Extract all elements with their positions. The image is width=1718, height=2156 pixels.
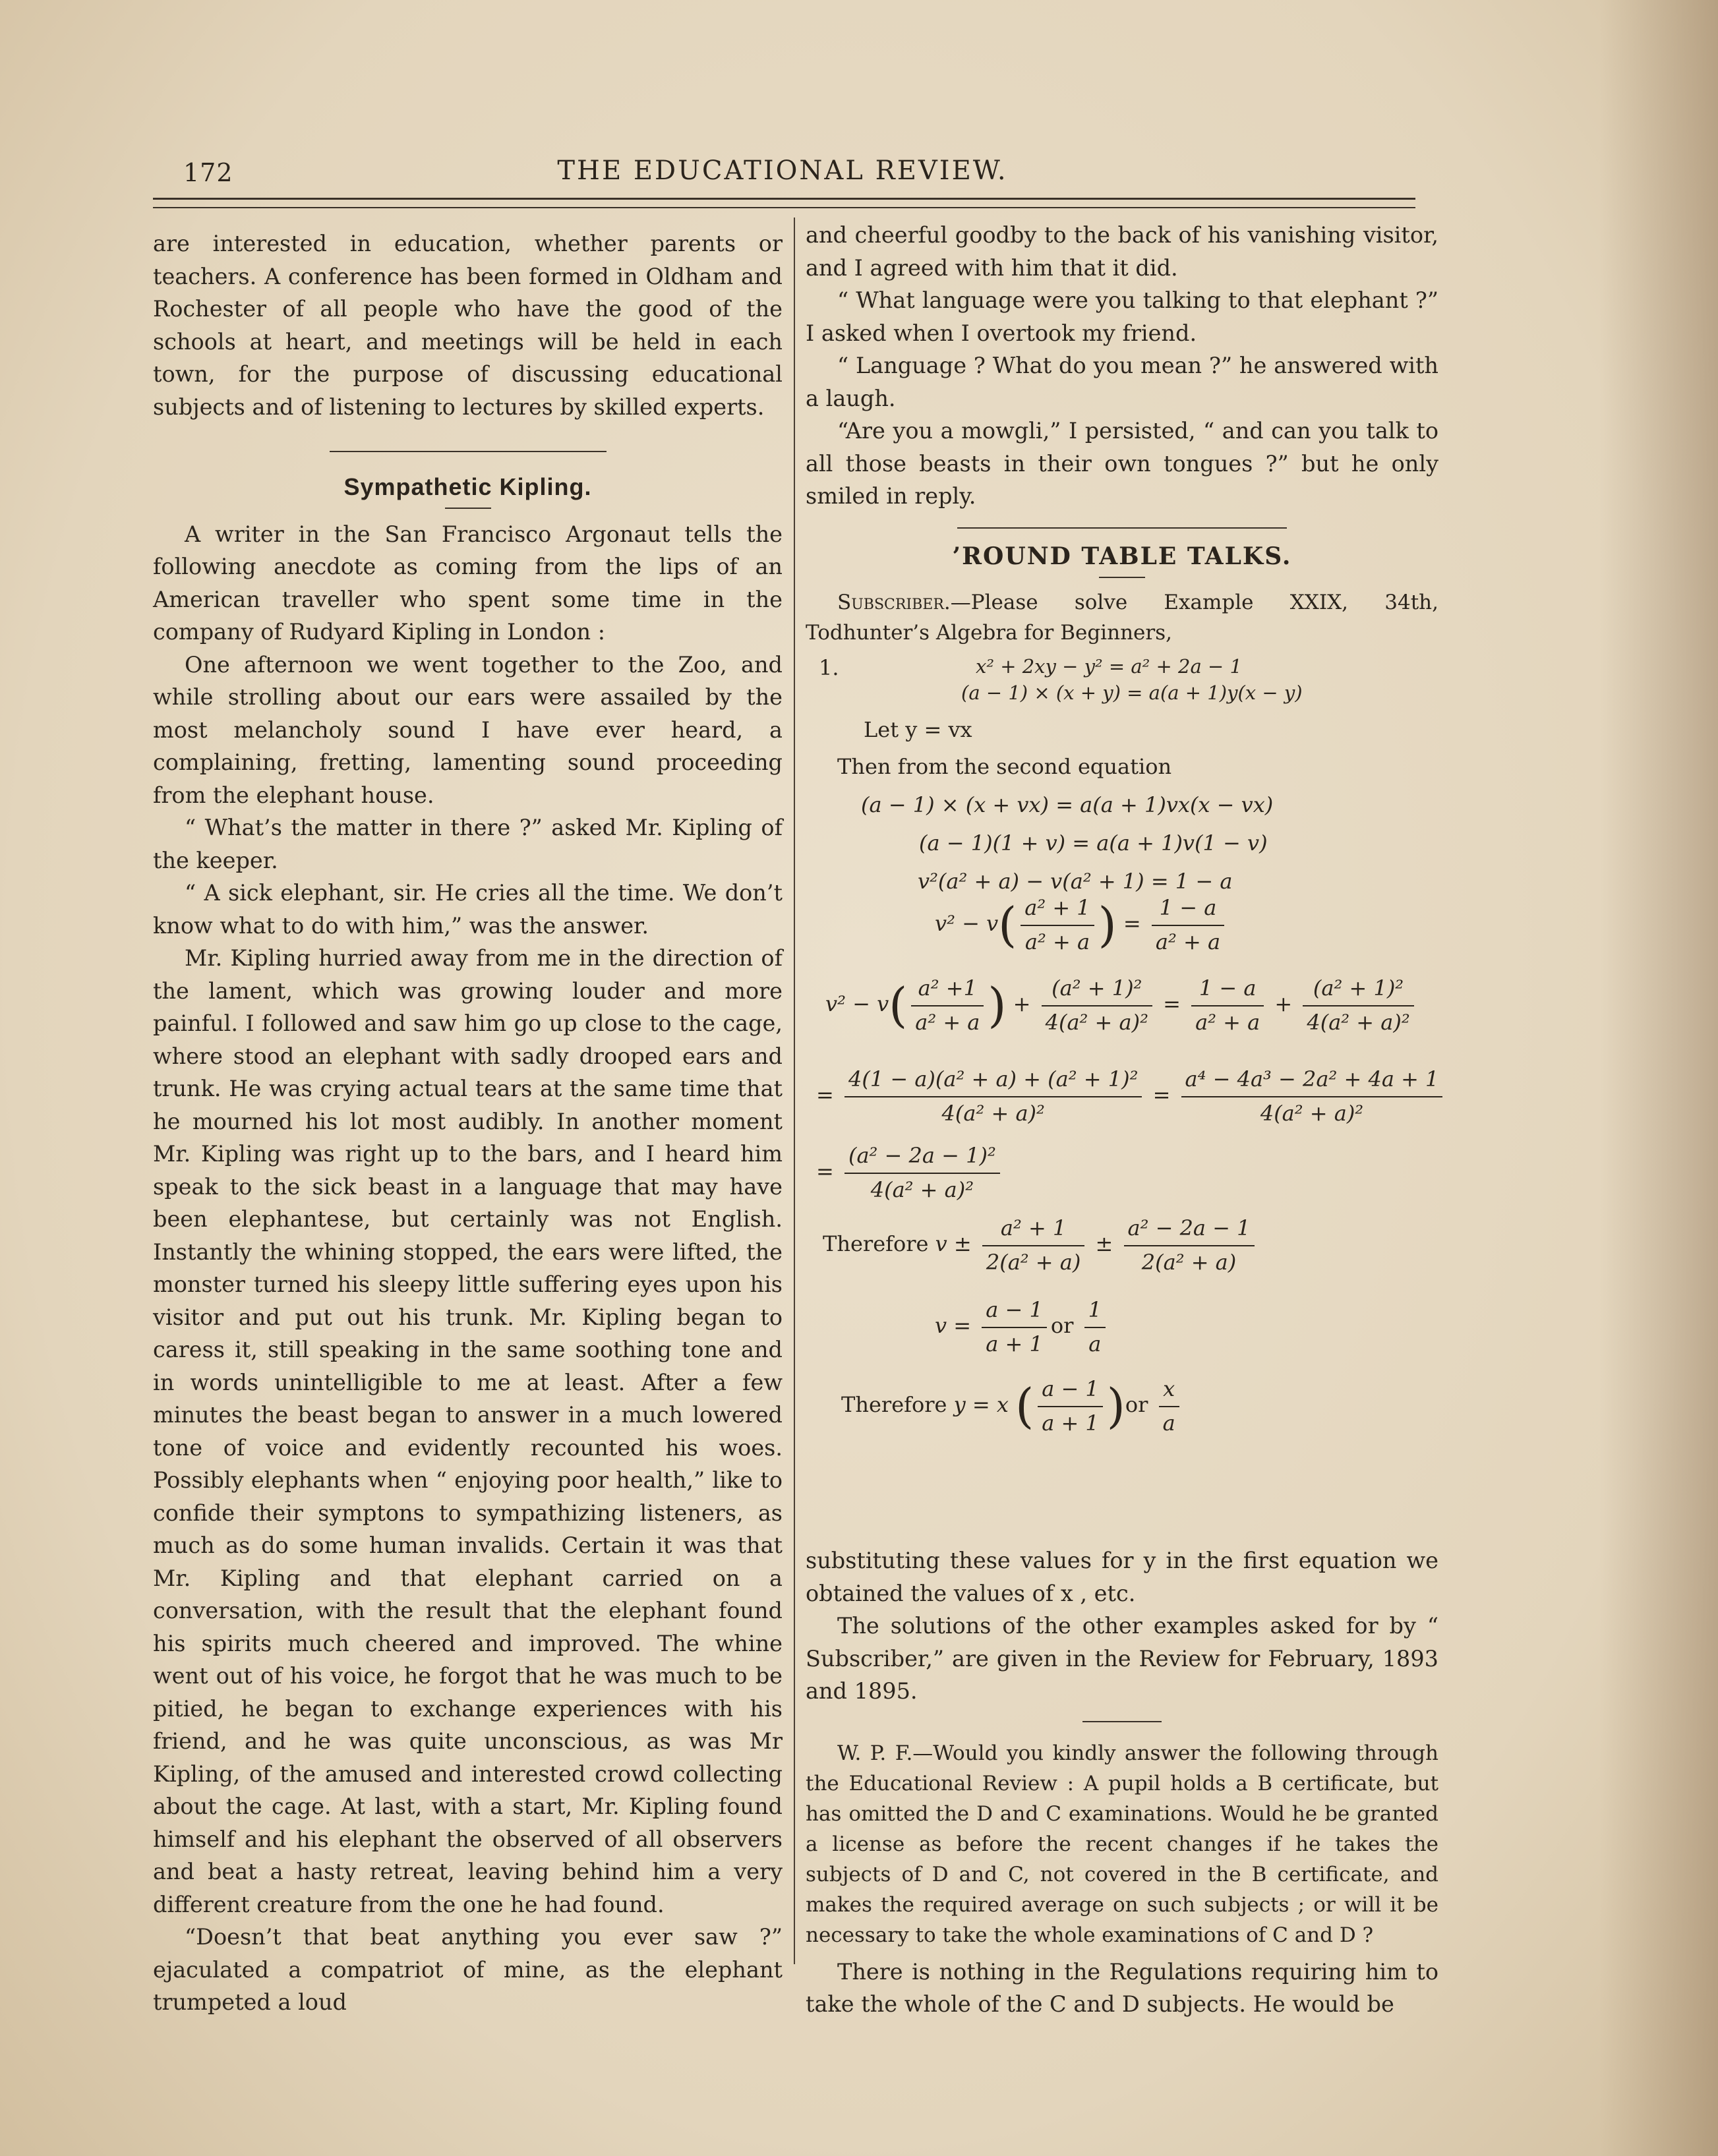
step7-den: 4(a² + a)² xyxy=(870,1177,974,1202)
subscriber-label: Subscriber. xyxy=(837,591,951,614)
y-f2n: x xyxy=(1159,1373,1179,1407)
article-paragraph: “Doesn’t that beat anything you ever saw ?” ejaculated a compatriot of mine, as the elephant trumpeted a loud xyxy=(153,1924,783,2015)
after-math-paragraph: The solutions of the other examples asked for by “ Subscriber,” are given in the Review for February, 1893 and 1895. xyxy=(806,1613,1438,1704)
article-paragraph: A writer in the San Francisco Argonaut tells the following anecdote as coming from the lips of an American traveller who spent some time in the company of Rudyard Kipling in London : xyxy=(153,521,783,645)
continuation-paragraph: “ What language were you talking to that elephant ?” I asked when I overtook my friend. xyxy=(806,287,1438,346)
t1-f1d: 2(a² + a) xyxy=(986,1249,1081,1275)
step-7: = $\frac{\text{(a² − 2a − 1)²}}{\text{4(a² + a)²}}$ xyxy=(816,1140,1004,1206)
section-title: ’ROUND TABLE TALKS. xyxy=(952,542,1292,570)
final-paragraph: There is nothing in the Regulations requiring him to take the whole of the C and D subjects. He would be xyxy=(806,1958,1438,2017)
article-title: Sympathetic Kipling. xyxy=(343,473,592,500)
step4-num: a² + 1 xyxy=(1021,892,1094,926)
step-5: v² − v( $\frac{\text{a² +1}}{\text{a² + a}}$ ) + $\frac{\text{(a² + 1)²}}{\text{4(a² + a)²}}$ = $\frac{1 - a}{\text{a² + a}}$ + $\frac{\text{(a² + 1)²}}{\text{4(a² + a)²}}$ xyxy=(825,972,1418,1039)
subscriber-question-text: —Please solve Example XXIX, 34th, Todhunter’s Algebra for Beginners, xyxy=(806,591,1438,645)
header-rule xyxy=(153,198,1415,200)
step5-f3d: a² + a xyxy=(1195,1009,1260,1035)
step6-f1d: 4(a² + a)² xyxy=(941,1100,1045,1126)
step5-f4d: 4(a² + a)² xyxy=(1307,1009,1410,1035)
item-number: 1. xyxy=(819,655,839,680)
then-line: Then from the second equation xyxy=(837,754,1172,779)
continuation-paragraph: “ Language ? What do you mean ?” he answered with a laugh. xyxy=(806,353,1438,411)
y-f1d: a + 1 xyxy=(1042,1410,1099,1436)
therefore-label: Therefore xyxy=(823,1231,929,1256)
page-edge-shadow xyxy=(1599,0,1718,2156)
running-head: THE EDUCATIONAL REVIEW. xyxy=(557,156,1008,186)
v-f2d: a xyxy=(1088,1331,1102,1356)
section-separator xyxy=(957,527,1287,529)
header-rule-lower xyxy=(153,207,1415,208)
step5-f2n: (a² + 1)² xyxy=(1042,972,1152,1006)
step5-f4n: (a² + 1)² xyxy=(1303,972,1413,1006)
title-underline xyxy=(1099,577,1145,578)
step-6: = $\frac{\text{4(1 − a)(a² + a) + (a² + 1)²}}{\text{4(a² + a)²}}$ = $\frac{\text{a⁴ − 4a³ − 2a² + 4a + 1}}{\text{4(a² + a)²}}$ xyxy=(816,1063,1446,1130)
v-f2n: 1 xyxy=(1084,1294,1106,1328)
therefore-label: Therefore xyxy=(841,1392,947,1417)
y-or: or xyxy=(1125,1392,1148,1417)
article-paragraph: Mr. Kipling hurried away from me in the direction of the lament, which was growing louder and more painful. I followed and saw him go up close to the cage, where stood an elephant with sadly drooped ears and trunk. He was crying actual tears at the same time that he mourned his lot most audibly. In another moment Mr. Kipling was right up to the bars, and I heard him speak to the sick beast in a language that may have been elephantese, but certainly was not English. Instantly the whining stopped, the ears were lifted, the monster turned his sleepy little suffering eyes upon his visitor and put out his trunk. Mr. Kipling began to caress it, still speaking in the same soothing tone and in words unintelligible to me at least. After a few minutes the beast began to answer in a much lowered tone of voice and evidently recounted his woes. Possibly elephants when “ enjoying poor health,” like to confide their symptons to sympathizing listeners, as much as do some human invalids. Certain it was that Mr. Kipling and that elephant carried on a conversation, with the result that the elephant found his spirits much cheered and improved. The whine went out of his voice, he forgot that he was much to be pitied, he began to exchange experiences with his friend, and he was quite unconscious, as was Mr Kipling, of the amused and interested crowd collecting about the cage. At last, with a start, Mr. Kipling found himself and his elephant the observed of all observers and beat a hasty retreat, leaving behind him a very different creature from the one he had found. xyxy=(153,945,783,1917)
y-f1n: a − 1 xyxy=(1038,1373,1103,1407)
step4-rnum: 1 − a xyxy=(1152,892,1224,926)
section-separator xyxy=(330,451,607,452)
equation-2: (a − 1) × (x + y) = a(a + 1)y(x − y) xyxy=(961,682,1303,704)
step6-f2d: 4(a² + a)² xyxy=(1260,1100,1364,1126)
step-4: v² − v( $\frac{\text{a² + 1}}{\text{a² + a}}$ ) = $\frac{1 - a}{\text{a² + a}}$ xyxy=(935,892,1228,958)
v-eq: v = xyxy=(935,1313,972,1338)
step5-f1n: a² +1 xyxy=(911,972,984,1006)
after-math-paragraph: substituting these values for y in the first equation we obtained the values of x , etc. xyxy=(806,1548,1438,1606)
step-1: (a − 1) × (x + vx) = a(a + 1)vx(x − vx) xyxy=(861,792,1274,817)
t1-f2n: a² − 2a − 1 xyxy=(1124,1212,1255,1246)
step5-lhs: v² − v xyxy=(825,991,889,1016)
section-separator xyxy=(1082,1721,1162,1722)
step-2: (a − 1)(1 + v) = a(a + 1)v(1 − v) xyxy=(919,830,1268,856)
step6-f1n: 4(1 − a)(a² + a) + (a² + 1)² xyxy=(844,1063,1142,1097)
right-column xyxy=(806,219,1438,2021)
wpf-question: W. P. F.—Would you kindly answer the following through the Educational Review : A pupil holds a B certificate, but has omitted the D and C examinations. Would he be granted a license as before the recent changes if he takes the subjects of D and C, not covered in the B certificate, and makes the required average on such subjects ; or will it be necessary to take the whole examinations of C and D ? xyxy=(806,1741,1438,1947)
title-underline xyxy=(445,508,491,509)
article-paragraph: One afternoon we went together to the Zoo, and while strolling about our ears were assailed by the most melancholy sound I have ever heard, a complaining, fretting, lamenting sound proceeding from the elephant house. xyxy=(153,651,783,808)
step4-den: a² + a xyxy=(1024,929,1090,954)
subscriber-question xyxy=(806,587,1438,648)
therefore-y: Therefore y = x ( $\frac{a - 1}{a + 1}$ )or $\frac{x}{a}$ xyxy=(841,1373,1183,1440)
math-solution xyxy=(806,648,1438,1544)
continuation-paragraph: and cheerful goodby to the back of his vanishing visitor, and I agreed with him that it did. xyxy=(806,222,1438,281)
step4-rden: a² + a xyxy=(1155,929,1221,954)
step5-f1d: a² + a xyxy=(915,1009,980,1035)
v-solution xyxy=(935,1294,1110,1360)
therefore-y-symbol: y = x xyxy=(953,1392,1009,1417)
step4-lhs: v² − v xyxy=(935,911,999,936)
y-f2d: a xyxy=(1162,1410,1175,1436)
step5-f2d: 4(a² + a)² xyxy=(1045,1009,1148,1035)
article-paragraph: “ A sick elephant, sir. He cries all the time. We don’t know what to do with him,” was the answer. xyxy=(153,880,783,939)
let-line: Let y = vx xyxy=(864,717,972,742)
page-number: 172 xyxy=(183,158,233,187)
step5-f3n: 1 − a xyxy=(1191,972,1264,1006)
column-divider xyxy=(794,218,795,1964)
therefore-v-symbol: v ± xyxy=(935,1231,972,1256)
therefore-v: Therefore v ± $\frac{\text{a² + 1}}{\text{2(a² + a)}}$ ± $\frac{\text{a² − 2a − 1}}{\text{2(a² + a)}}$ xyxy=(823,1212,1259,1279)
v-f1n: a − 1 xyxy=(982,1294,1047,1328)
intro-paragraph: are interested in education, whether parents or teachers. A conference has been formed in Oldham and Rochester of all people who have the good of the schools at heart, and meetings will be held in each town, for the purpose of discussing educational subjects and of listening to lectures by skilled experts. xyxy=(153,231,783,420)
equation-1: x² + 2xy − y² = a² + 2a − 1 xyxy=(976,655,1242,678)
v-f1d: a + 1 xyxy=(986,1331,1043,1356)
step6-f2n: a⁴ − 4a³ − 2a² + 4a + 1 xyxy=(1181,1063,1443,1097)
v-or: or xyxy=(1050,1313,1074,1338)
t1-f1n: a² + 1 xyxy=(982,1212,1084,1246)
article-paragraph: “ What’s the matter in there ?” asked Mr. Kipling of the keeper. xyxy=(153,815,783,873)
continuation-paragraph: “Are you a mowgli,” I persisted, “ and can you talk to all those beasts in their own tongues ?” but he only smiled in reply. xyxy=(806,418,1438,509)
t1-f2d: 2(a² + a) xyxy=(1141,1249,1237,1275)
step7-num: (a² − 2a − 1)² xyxy=(844,1140,1000,1174)
left-column xyxy=(153,227,783,2019)
page-header xyxy=(153,150,1412,190)
step-3: v²(a² + a) − v(a² + 1) = 1 − a xyxy=(918,869,1233,894)
